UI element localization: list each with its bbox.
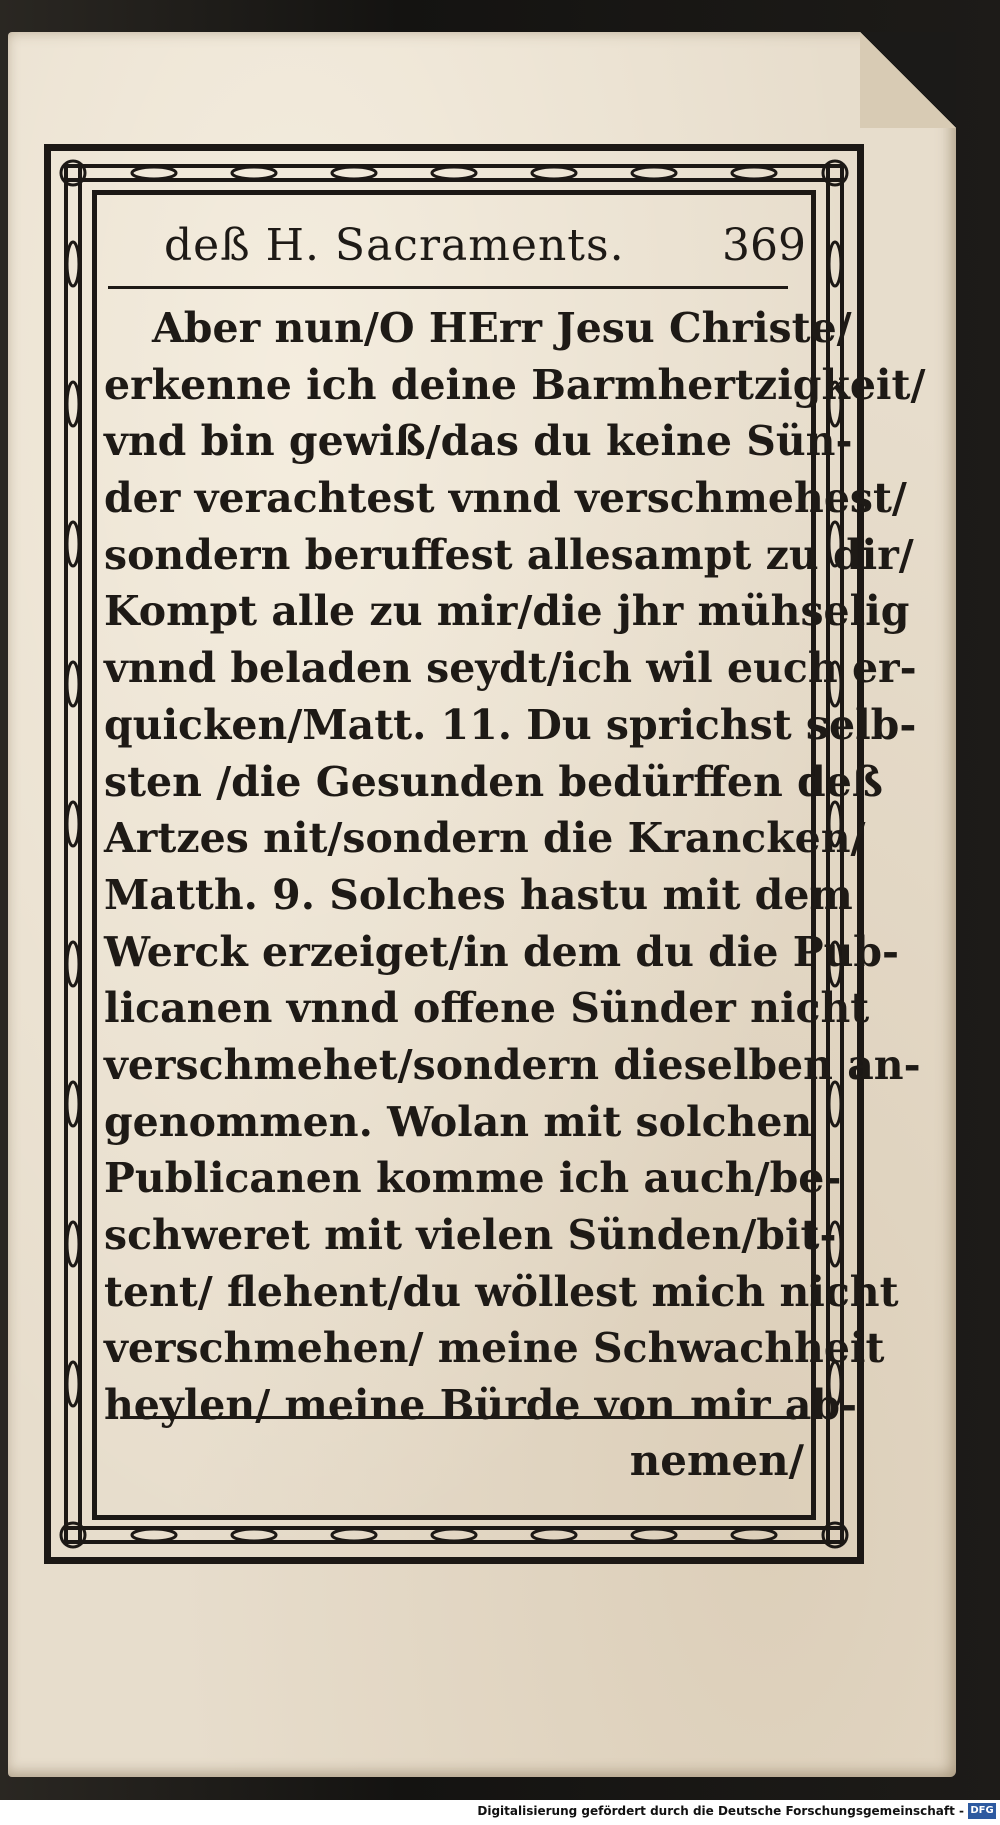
text-line: schweret mit vielen Sünden/bit-	[104, 1211, 837, 1259]
text-line: verschmehen/ meine Schwachheit	[104, 1324, 885, 1373]
text-line: quicken/Matt. 11. Du sprichst selb-	[104, 700, 917, 749]
dfg-logo-icon: DFG	[968, 1803, 996, 1819]
text-line: tent/ flehent/du wöllest mich nicht	[104, 1267, 899, 1316]
digitization-footer	[0, 1800, 1000, 1825]
footer-rule	[128, 1416, 804, 1419]
text-line: verschmehet/sondern dieselben an-	[104, 1040, 921, 1089]
page-number: 369	[722, 220, 806, 271]
text-line: Artzes nit/sondern die Krancken/	[104, 814, 866, 863]
footer-credit: Digitalisierung gefördert durch die Deutsche Forschungsgemeinschaft -	[477, 1804, 964, 1818]
text-line: der verachtest vnnd verschmehest/	[104, 474, 907, 523]
text-line: licanen vnnd offene Sünder nicht	[104, 984, 870, 1033]
running-head: deß H. Sacraments.	[164, 220, 625, 271]
text-line: erkenne ich deine Barmhertzigkeit/	[104, 360, 926, 409]
text-line: Publicanen komme ich auch/be-	[104, 1154, 842, 1203]
text-line: Matth. 9. Solches hastu mit dem	[104, 870, 853, 919]
text-line: heylen/ meine Bürde von mir ab-	[104, 1381, 858, 1430]
page-header	[92, 206, 816, 286]
text-line: vnd bin gewiß/das du keine Sün-	[104, 417, 853, 466]
body-text	[104, 300, 926, 1434]
header-rule	[108, 286, 788, 289]
text-line: Werck erzeiget/in dem du die Pub-	[104, 927, 900, 976]
text-line: sten /die Gesunden bedürffen deß	[104, 757, 883, 806]
text-line: vnnd beladen seydt/ich wil euch er-	[104, 644, 917, 693]
text-line: Kompt alle zu mir/die jhr mühselig	[104, 587, 910, 636]
text-line: Aber nun/O HErr Jesu Christe/	[152, 304, 852, 352]
text-line: genommen. Wolan mit solchen	[104, 1097, 813, 1146]
catchword: nemen/	[629, 1436, 804, 1485]
page-corner-fold	[860, 32, 956, 128]
text-line: sondern beruffest allesampt zu dir/	[104, 530, 914, 579]
